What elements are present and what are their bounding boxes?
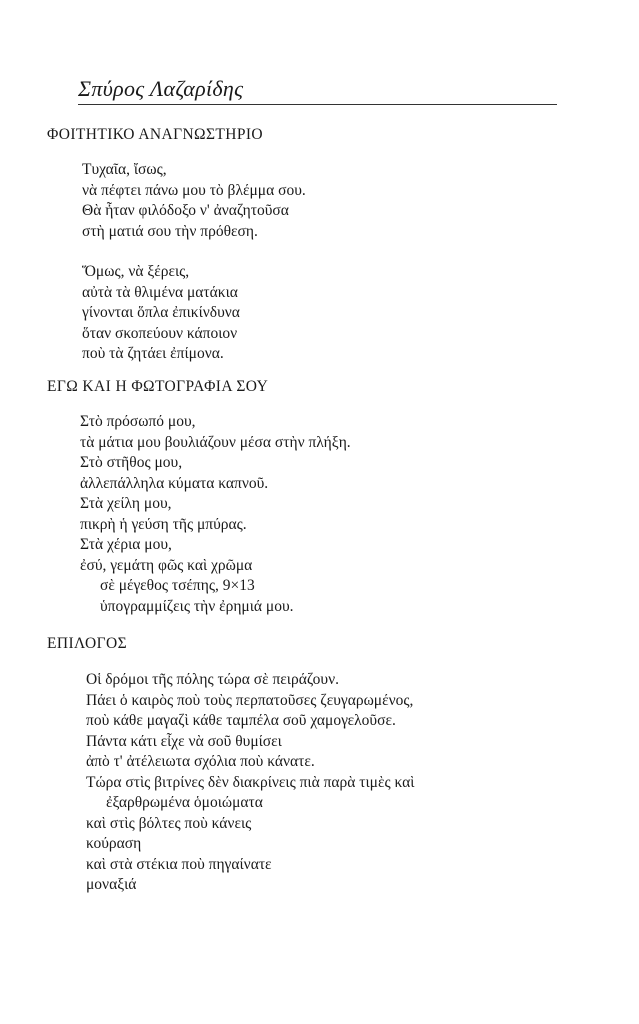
- poem-line: γίνονται ὅπλα ἐπικίνδυνα: [82, 304, 240, 321]
- poem-line: στὴ ματιά σου τὴν πρόθεση.: [82, 222, 258, 240]
- stanza-break: [82, 242, 306, 262]
- poem-line: Πάει ὁ καιρὸς ποὺ τοὺς περπατοῦσες ζευγαρωμένος,: [86, 691, 414, 709]
- poem-line: ποὺ τὰ ζητάει ἐπίμονα.: [82, 345, 224, 362]
- author-running-head: Σπύρος Λαζαρίδης: [78, 76, 244, 101]
- poem-line: Στὸ στῆθος μου,: [80, 454, 183, 471]
- poem-line: Ὅμως, νὰ ξέρεις,: [82, 263, 190, 280]
- poem-line: καὶ στὰ στέκια ποὺ πηγαίνατε: [86, 855, 272, 873]
- poem-line: Στὰ χείλη μου,: [80, 495, 172, 512]
- poem-line: Πάντα κάτι εἶχε νὰ σοῦ θυμίσει: [86, 732, 282, 750]
- poem-line: Θὰ ἦταν φιλόδοξο ν' ἀναζητοῦσα: [82, 202, 289, 219]
- poem-line: Τυχαῖα, ἴσως,: [82, 161, 167, 178]
- section-title-epilogos: ΕΠΙΛΟΓΟΣ: [47, 635, 127, 652]
- poem-line: νὰ πέφτει πάνω μου τὸ βλέμμα σου.: [82, 181, 306, 199]
- poem-line: ἐσύ, γεμάτη φῶς καὶ χρῶμα: [80, 556, 253, 574]
- poem-epilogos: [86, 670, 414, 896]
- poem-line: ἀπὸ τ' ἀτέλειωτα σχόλια ποὺ κάνατε.: [86, 753, 315, 770]
- poem-ego-kai-fotografia: [80, 412, 351, 617]
- poem-line: Στὰ χέρια μου,: [80, 536, 172, 553]
- poem-line: αὐτὰ τὰ θλιμένα ματάκια: [82, 283, 238, 301]
- poem-line: Οἱ δρόμοι τῆς πόλης τώρα σὲ πειράζουν.: [86, 671, 339, 688]
- poem-line: καὶ στὶς βόλτες ποὺ κάνεις: [86, 814, 252, 832]
- poem-line: πικρὴ ἡ γεύση τῆς μπύρας.: [80, 515, 247, 533]
- poem-line: τὰ μάτια μου βουλιάζουν μέσα στὴν πλήξη.: [80, 433, 351, 451]
- header-rule: [78, 104, 557, 105]
- poem-line: ἀλλεπάλληλα κύματα καπνοῦ.: [80, 474, 269, 492]
- poem-line: Στὸ πρόσωπό μου,: [80, 413, 196, 430]
- section-title-ego-kai-fotografia: ΕΓΩ ΚΑΙ Η ΦΩΤΟΓΡΑΦΙΑ ΣΟΥ: [47, 378, 269, 395]
- poem-line: ὑπογραμμίζεις τὴν ἐρημιά μου.: [100, 597, 294, 615]
- poem-line: ἐξαρθρωμένα ὁμοιώματα: [106, 794, 263, 811]
- poem-line: σὲ μέγεθος τσέπης, 9×13: [100, 577, 255, 594]
- section-title-foititiko: ΦΟΙΤΗΤΙΚΟ ΑΝΑΓΝΩΣΤΗΡΙΟ: [47, 126, 264, 143]
- poem-line: ὅταν σκοπεύουν κάποιον: [82, 324, 238, 342]
- poem-line: μοναξιά: [86, 876, 137, 893]
- poem-line: κούραση: [86, 835, 142, 852]
- poem-foititiko: [82, 160, 306, 365]
- poem-line: ποὺ κάθε μαγαζὶ κάθε ταμπέλα σοῦ χαμογελοῦσε.: [86, 712, 396, 729]
- poem-line: Τώρα στὶς βιτρίνες δὲν διακρίνεις πιὰ παρὰ τιμὲς καὶ: [86, 773, 415, 791]
